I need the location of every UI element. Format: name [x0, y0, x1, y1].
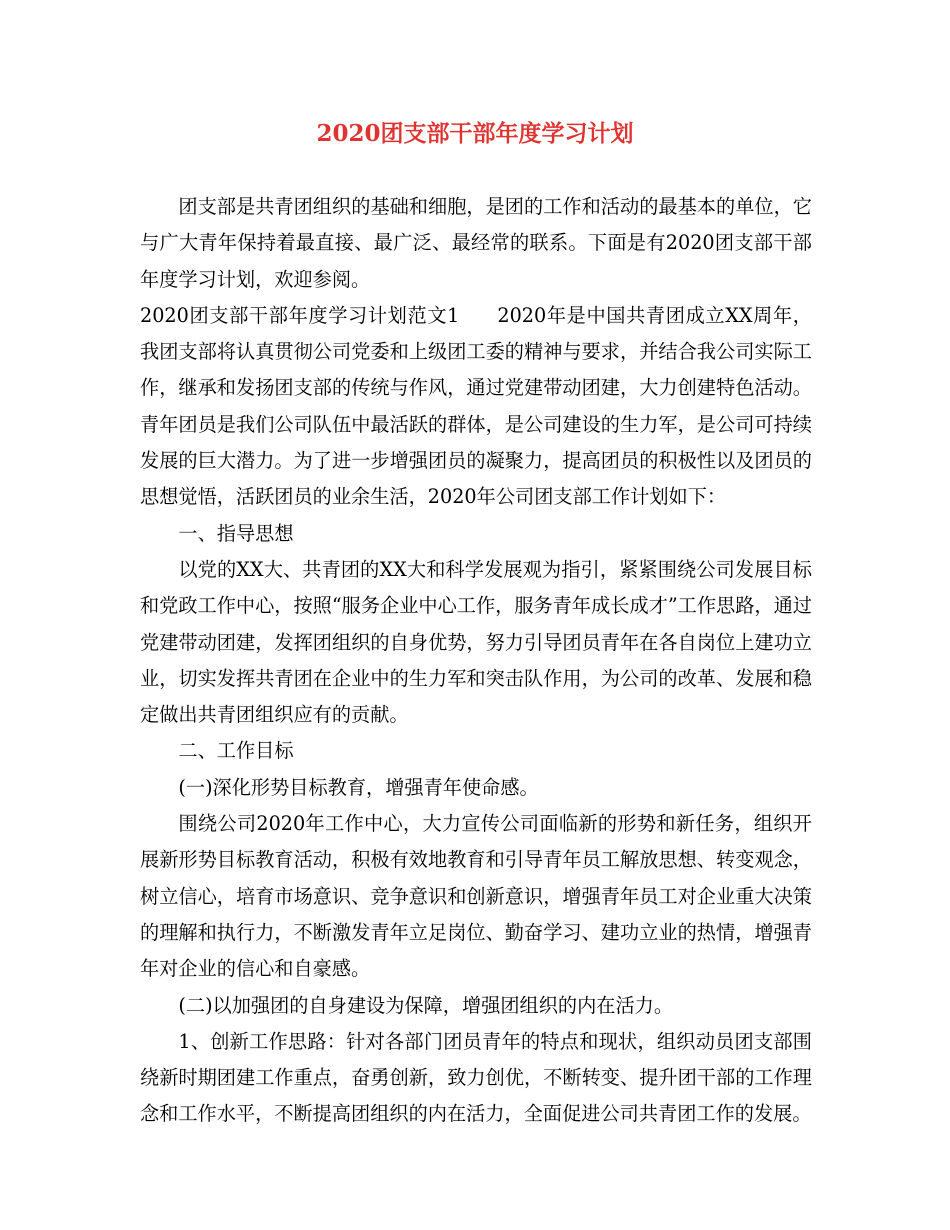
subheading-situation-education: (一)深化形势目标教育，增强青年使命感。 [178, 775, 539, 799]
guiding-ideology-paragraph: 以党的XX大、共青团的XX大和科学发展观为指引，紧紧围绕公司发展目标和党政工作中心，按照“服务企业中心工作，服务青年成长成才”工作思路，通过党建带动团建，发挥团组织的自身优势，努力引导团员青年在各自岗位上建功立业，切实发挥共青团在企业中的生力军和突击队作用，为公司的改革、发展和稳定做出共青团组织应有的贡献。 [140, 557, 812, 727]
sample-body: 2020年是中国共青团成立XX周年，我团支部将认真贯彻公司党委和上级团工委的精神与要求，并结合我公司实际工作，继承和发扬团支部的传统与作风，通过党建带动团建，大力创建特色活动。青年团员是我们公司队伍中最活跃的群体，是公司建设的生力军，是公司可持续发展的巨大潜力。为了进一步增强团员的凝聚力，提高团员的积极性以及团员的思想觉悟，活跃团员的业余生活，2020年公司团支部工作计划如下： [140, 303, 812, 509]
sample-heading: 2020团支部干部年度学习计划范文1 [140, 303, 460, 327]
document-body [140, 189, 812, 1133]
sample-paragraph [140, 298, 812, 516]
innovation-paragraph: 1、创新工作思路：针对各部门团员青年的特点和现状，组织动员团支部围绕新时期团建工作重点，奋勇创新，致力创优，不断转变、提升团干部的工作理念和工作水平，不断提高团组织的内在活力，全面促进公司共青团工作的发展。 [140, 1029, 812, 1126]
section-heading-work-goals: 二、工作目标 [178, 739, 294, 763]
intro-paragraph: 团支部是共青团组织的基础和细胞，是团的工作和活动的最基本的单位，它与广大青年保持着最直接、最广泛、最经常的联系。下面是有2020团支部干部年度学习计划，欢迎参阅。 [140, 195, 812, 291]
document-title: 2020团支部干部年度学习计划 [316, 120, 634, 147]
situation-education-paragraph: 围绕公司2020年工作中心，大力宣传公司面临新的形势和新任务，组织开展新形势目标教育活动，积极有效地教育和引导青年员工解放思想、转变观念，树立信心，培育市场意识、竞争意识和创新意识，增强青年员工对企业重大决策的理解和执行力，不断激发青年立足岗位、勤奋学习、建功立业的热情，增强青年对企业的信心和自豪感。 [140, 812, 812, 981]
section-heading-guiding-ideology: 一、指导思想 [178, 521, 294, 545]
subheading-self-construction: (二)以加强团的自身建设为保障，增强团组织的内在活力。 [178, 993, 674, 1017]
